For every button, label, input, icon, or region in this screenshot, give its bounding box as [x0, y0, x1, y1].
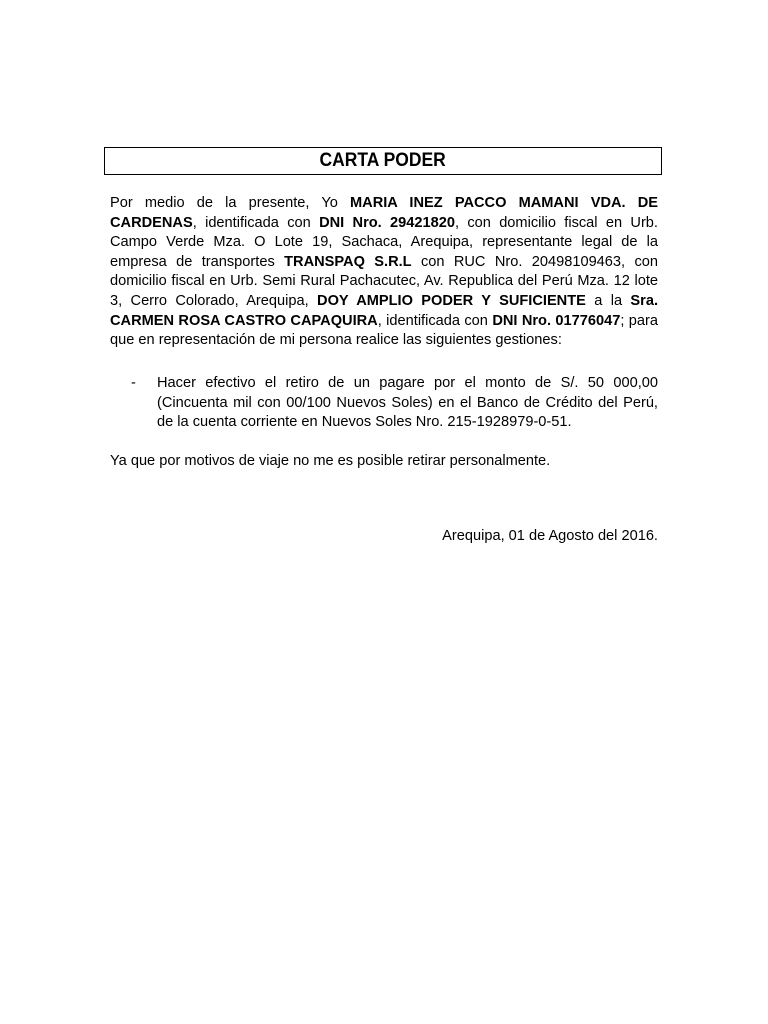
grantor-dni: DNI Nro. 29421820 [319, 214, 455, 231]
closing-sentence: Ya que por motivos de viaje no me es posible retirar personalmente. [110, 453, 551, 469]
title-box [104, 147, 662, 175]
paragraph-text-3: , con domicilio fiscal en Urb. Campo Verde Mza. O Lote 19, Sachaca, Arequipa, representante legal de la empresa de transportes [110, 214, 658, 270]
paragraph-text-1: Por medio de la presente, Yo [110, 195, 350, 211]
grantee-name: Sra. CARMEN ROSA CASTRO CAPAQUIRA [110, 292, 659, 329]
document-title: CARTA PODER [319, 150, 447, 171]
paragraph-text-4: con RUC Nro. 20498109463, con domicilio fiscal en Urb. Semi Rural Pachacutec, Av. Republica del Perú Mza. 12 lote 3, Cerro Colorado, Arequipa, [110, 253, 658, 309]
date-line: Arequipa, 01 de Agosto del 2016. [442, 528, 658, 544]
company-name: TRANSPAQ S.R.L [284, 253, 412, 270]
power-statement: DOY AMPLIO PODER Y SUFICIENTE [317, 292, 586, 309]
paragraph-text-7: ; para que en representación de mi persona realice las siguientes gestiones: [110, 312, 658, 349]
grantor-name: MARIA INEZ PACCO MAMANI VDA. DE CARDENAS [110, 195, 658, 231]
paragraph-text-5: a la [585, 292, 631, 309]
paragraph-text-2: , identificada con [192, 214, 320, 231]
list-item [131, 374, 658, 433]
body-paragraph [110, 194, 658, 351]
grantee-dni: DNI Nro. 01776047 [492, 312, 621, 329]
list-bullet: - [131, 375, 136, 391]
task-list [131, 374, 658, 433]
paragraph-text-6: , identificada con [377, 312, 493, 329]
list-item-text: Hacer efectivo el retiro de un pagare por el monto de S/. 50 000,00 (Cincuenta mil con 00/100 Nuevos Soles) en el Banco de Crédito del Perú, de la cuenta corriente en Nuevos Soles Nro. 215-1928979-0-51. [157, 375, 658, 431]
